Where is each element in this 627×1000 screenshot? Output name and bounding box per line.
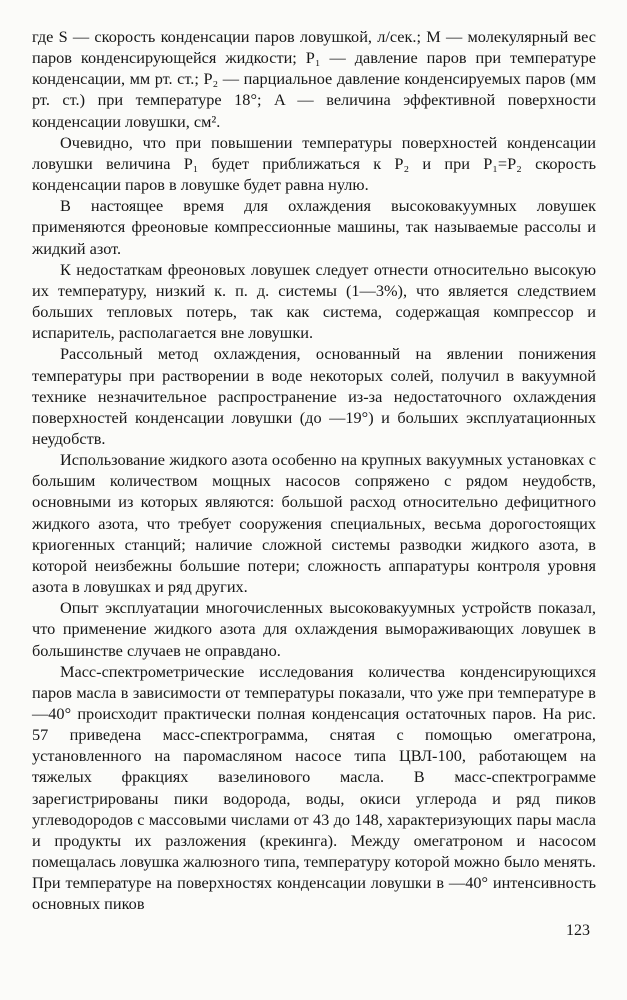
paragraph-freon-traps: К недостаткам фреоновых ловушек следует отнести относительно высокую их температуру, низкий к. п. д. системы (1—3%), что является следствием больших тепловых потерь, так как система, содержащая компрессор и испаритель, располагается вне ловушки. — [32, 259, 596, 343]
body-text — [32, 26, 596, 915]
paragraph-mass-spectrometry: Масс-спектрометрические исследования количества конденсирующихся паров масла в зависимости от температуры показали, что уже при температуре в —40° происходит практически полная конденсация остаточных паров. На рис. 57 приведена масс-спектрограмма, снятая с помощью омегатрона, установленного на паромасляном насосе типа ЦВЛ-100, работающем на тяжелых фракциях вазелинового масла. В масс-спектрограмме зарегистрированы пики водорода, воды, окиси углерода и ряд пиков углеводородов с массовыми числами от 43 до 148, характеризующих пары масла и продукты их разложения (крекинга). Между омегатроном и насосом помещалась ловушка жалюзного типа, температуру которой можно было менять. При температуре на поверхностях конденсации ловушки в —40° интенсивность основных пиков — [32, 661, 596, 914]
paragraph-brine-method: Рассольный метод охлаждения, основанный на явлении понижения температуры при растворении в воде некоторых солей, получил в вакуумной технике незначительное распространение из-за недостаточного охлаждения поверхностей конденсации ловушки (до —19°) и больших эксплуатационных неудобств. — [32, 344, 596, 448]
paragraph-condensation-rate: Очевидно, что при повышении температуры поверхностей конденсации ловушки величина P₁ будет приближаться к P₂ и при P₁=P₂ скорость конденсации паров в ловушке будет равна нулю. — [32, 132, 596, 195]
paragraph-formula-legend: где S — скорость конденсации паров ловушкой, л/сек.; M — молекулярный вес паров конденсирующейся жидкости; P₁ — давление паров при температуре конденсации, мм рт. ст.; P₂ — парциальное давление конденсируемых паров (мм рт. ст.) при температуре 18°; A — величина эффективной поверхности конденсации ловушки, см². — [32, 27, 596, 131]
paragraph-liquid-nitrogen: Использование жидкого азота особенно на крупных вакуумных установках с большим количеством мощных насосов сопряжено с рядом неудобств, основными из которых являются: большой расход относительно дефицитного жидкого азота, что требует сооружения специальных, весьма дорогостоящих криогенных станций; наличие сложной системы разводки жидкого азота, в которой неизбежны большие потери; сложность аппаратуры контроля уровня азота в ловушках и ряд других. — [32, 450, 596, 597]
paragraph-operating-experience: Опыт эксплуатации многочисленных высоковакуумных устройств показал, что применение жидкого азота для охлаждения вымораживающих ловушек в большинстве случаев не оправдано. — [32, 598, 596, 660]
paragraph-cooling-methods: В настоящее время для охлаждения высоковакуумных ловушек применяются фреоновые компрессионные машины, так называемые рассолы и жидкий азот. — [32, 196, 596, 258]
page-number: 123 — [566, 922, 590, 939]
